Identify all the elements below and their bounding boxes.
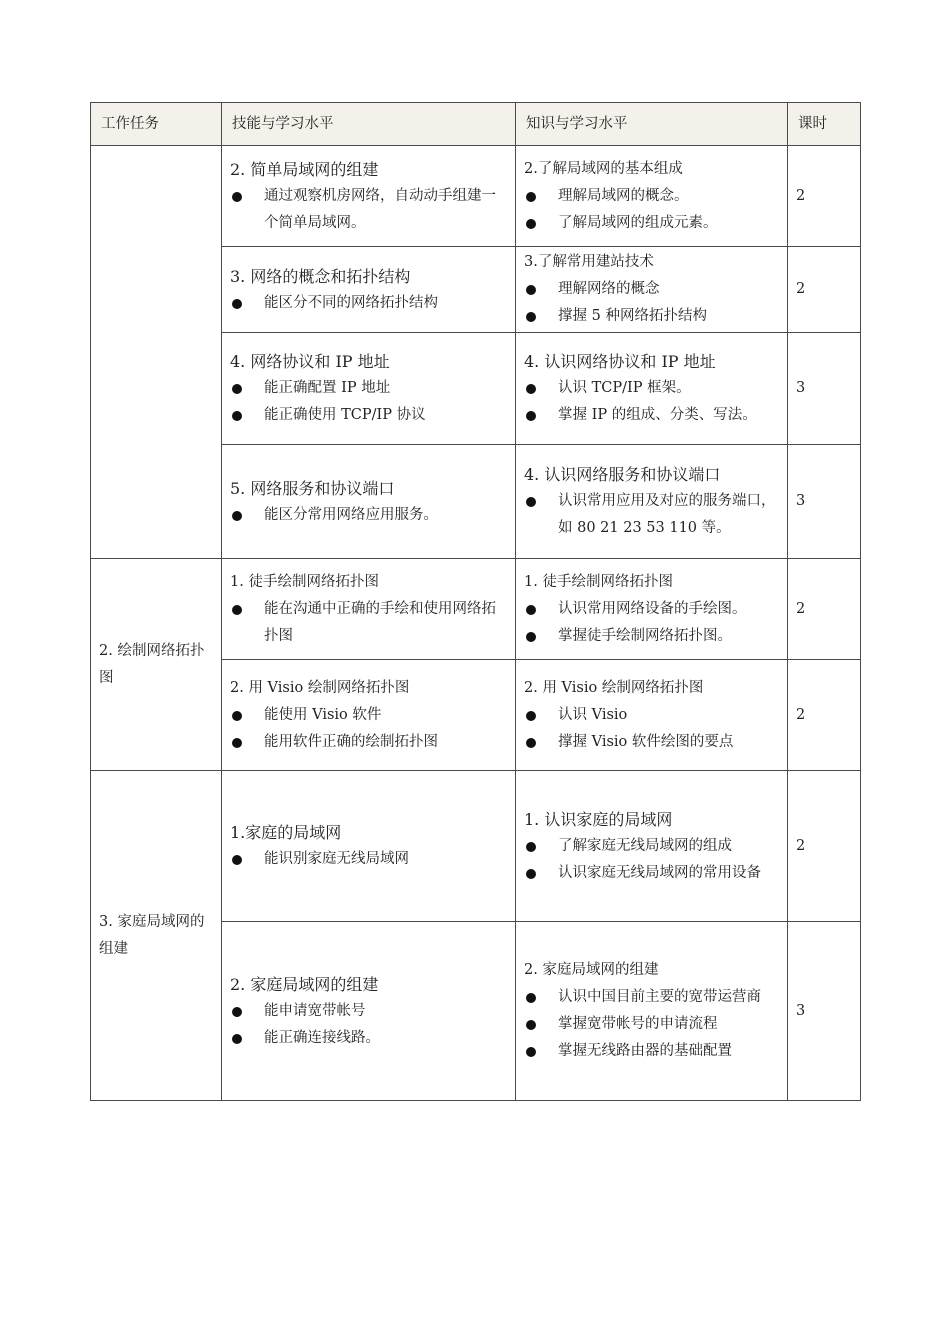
knowledge-bullet-list: [524, 702, 779, 756]
knowledge-item-text: 理解网络的概念: [558, 281, 660, 297]
knowledge-heading: 3.了解常用建站技术: [524, 254, 654, 270]
list-item: [524, 984, 779, 1011]
skill-item-text: 能用软件正确的绘制拓扑图: [264, 733, 438, 750]
bullet-dot-icon: [526, 312, 536, 322]
skill-cell: [222, 247, 516, 333]
skill-heading: 2. 用 Visio 绘制网络拓扑图: [230, 679, 410, 696]
list-item: [524, 375, 779, 402]
skill-cell: [222, 333, 516, 445]
hours-cell: 2: [788, 771, 861, 922]
list-item: [230, 290, 507, 317]
skill-item-text: 能识别家庭无线局域网: [264, 851, 409, 867]
skill-item-text: 能在沟通中正确的手绘和使用网络拓扑图: [264, 600, 496, 644]
bullet-dot-icon: [526, 738, 536, 748]
list-item: [524, 210, 779, 237]
skill-heading: 4. 网络协议和 IP 地址: [230, 352, 390, 371]
header-skills: 技能与学习水平: [222, 103, 516, 146]
bullet-dot-icon: [232, 855, 242, 865]
table-row: [91, 771, 861, 922]
bullet-dot-icon: [232, 1007, 242, 1017]
bullet-dot-icon: [526, 605, 536, 615]
list-item: [230, 846, 507, 873]
knowledge-item-text: 认识常用应用及对应的服务端口，如 80 21 23 53 110 等。: [558, 493, 776, 536]
header-knowledge: 知识与学习水平: [516, 103, 788, 146]
skill-cell: [222, 146, 516, 247]
knowledge-item-text: 认识 Visio: [558, 706, 628, 723]
skill-item-text: 能正确连接线路。: [264, 1029, 380, 1046]
bullet-dot-icon: [526, 219, 536, 229]
bullet-dot-icon: [526, 411, 536, 421]
bullet-dot-icon: [232, 711, 242, 721]
table-row: [91, 559, 861, 660]
list-item: [524, 488, 779, 542]
bullet-dot-icon: [232, 511, 242, 521]
skill-heading: 2. 家庭局域网的组建: [230, 974, 379, 994]
knowledge-heading: 1. 认识家庭的局域网: [524, 809, 673, 829]
list-item: [524, 729, 779, 756]
knowledge-cell: [516, 559, 788, 660]
hours-cell: 2: [788, 146, 861, 247]
knowledge-heading: 2. 家庭局域网的组建: [524, 962, 659, 978]
bullet-dot-icon: [526, 497, 536, 507]
header-hours: 课时: [788, 103, 861, 146]
hours-cell: 3: [788, 333, 861, 445]
knowledge-cell: [516, 247, 788, 333]
list-item: [230, 596, 507, 650]
list-item: [524, 702, 779, 729]
skill-bullet-list: [230, 183, 507, 237]
skill-bullet-list: [230, 998, 507, 1052]
knowledge-bullet-list: [524, 488, 779, 542]
knowledge-heading: 2.了解局域网的基本组成: [524, 160, 683, 177]
skill-heading: 3. 网络的概念和拓扑结构: [230, 266, 411, 286]
knowledge-heading: 4. 认识网络协议和 IP 地址: [524, 352, 716, 371]
skill-cell: [222, 922, 516, 1101]
bullet-dot-icon: [232, 299, 242, 309]
knowledge-item-text: 掌握 IP 的组成、分类、写法。: [558, 407, 757, 423]
skill-heading: 5. 网络服务和协议端口: [230, 478, 395, 498]
hours-cell: 3: [788, 445, 861, 559]
bullet-dot-icon: [232, 738, 242, 748]
skill-cell: [222, 559, 516, 660]
list-item: [524, 833, 779, 860]
list-item: [230, 375, 507, 402]
knowledge-bullet-list: [524, 596, 779, 650]
skill-bullet-list: [230, 846, 507, 873]
list-item: [230, 702, 507, 729]
skill-cell: [222, 445, 516, 559]
knowledge-item-text: 认识家庭无线局域网的常用设备: [558, 864, 761, 881]
bullet-dot-icon: [232, 605, 242, 615]
list-item: [230, 402, 507, 429]
knowledge-cell: [516, 771, 788, 922]
skill-item-text: 能申请宽带帐号: [264, 1002, 366, 1019]
list-item: [230, 998, 507, 1025]
task-cell: 2. 绘制网络拓扑图: [91, 559, 222, 771]
knowledge-item-text: 认识 TCP/IP 框架。: [558, 380, 691, 396]
knowledge-bullet-list: [524, 375, 779, 429]
skill-item-text: 能正确使用 TCP/IP 协议: [264, 407, 426, 423]
knowledge-item-text: 认识常用网络设备的手绘图。: [558, 600, 747, 617]
bullet-dot-icon: [526, 192, 536, 202]
hours-cell: 3: [788, 922, 861, 1101]
curriculum-table: [90, 102, 861, 1101]
skill-item-text: 能正确配置 IP 地址: [264, 380, 391, 396]
knowledge-cell: [516, 660, 788, 771]
list-item: [230, 1025, 507, 1052]
bullet-dot-icon: [526, 1020, 536, 1030]
knowledge-cell: [516, 445, 788, 559]
list-item: [230, 183, 507, 237]
skill-item-text: 能区分常用网络应用服务。: [264, 506, 438, 523]
bullet-dot-icon: [232, 1034, 242, 1044]
skill-bullet-list: [230, 502, 507, 529]
bullet-dot-icon: [232, 192, 242, 202]
skill-cell: [222, 771, 516, 922]
skill-bullet-list: [230, 290, 507, 317]
knowledge-bullet-list: [524, 984, 779, 1065]
knowledge-cell: [516, 146, 788, 247]
knowledge-item-text: 认识中国目前主要的宽带运营商: [558, 989, 761, 1005]
bullet-dot-icon: [526, 993, 536, 1003]
bullet-dot-icon: [526, 842, 536, 852]
bullet-dot-icon: [526, 632, 536, 642]
knowledge-bullet-list: [524, 276, 779, 330]
knowledge-cell: [516, 922, 788, 1101]
list-item: [524, 1038, 779, 1065]
bullet-dot-icon: [526, 285, 536, 295]
header-row: [91, 103, 861, 146]
task-cell: 3. 家庭局域网的组建: [91, 771, 222, 1101]
header-task: 工作任务: [91, 103, 222, 146]
knowledge-item-text: 了解局域网的组成元素。: [558, 214, 718, 231]
skill-bullet-list: [230, 702, 507, 756]
bullet-dot-icon: [526, 1047, 536, 1057]
skill-heading: 1. 徒手绘制网络拓扑图: [230, 573, 379, 590]
list-item: [524, 596, 779, 623]
skill-item-text: 通过观察机房网络，自动动手组建一个简单局域网。: [264, 187, 496, 231]
knowledge-bullet-list: [524, 833, 779, 887]
knowledge-item-text: 掌握徒手绘制网络拓扑图。: [558, 627, 732, 644]
knowledge-bullet-list: [524, 183, 779, 237]
knowledge-item-text: 掌握无线路由器的基础配置: [558, 1043, 732, 1059]
skill-cell: [222, 660, 516, 771]
list-item: [524, 402, 779, 429]
list-item: [230, 729, 507, 756]
skill-bullet-list: [230, 596, 507, 650]
skill-heading: 2. 简单局域网的组建: [230, 159, 379, 179]
hours-cell: 2: [788, 247, 861, 333]
knowledge-item-text: 理解局域网的概念。: [558, 187, 689, 204]
knowledge-cell: [516, 333, 788, 445]
bullet-dot-icon: [526, 869, 536, 879]
hours-cell: 2: [788, 559, 861, 660]
knowledge-item-text: 撑握 Visio 软件绘图的要点: [558, 733, 734, 750]
list-item: [524, 303, 779, 330]
list-item: [230, 502, 507, 529]
table-row: [91, 146, 861, 247]
skill-heading: 1.家庭的局域网: [230, 823, 342, 842]
bullet-dot-icon: [232, 411, 242, 421]
knowledge-heading: 1. 徒手绘制网络拓扑图: [524, 573, 673, 590]
knowledge-heading: 4. 认识网络服务和协议端口: [524, 465, 721, 484]
task-cell: [91, 146, 222, 559]
skill-bullet-list: [230, 375, 507, 429]
knowledge-item-text: 掌握宽带帐号的申请流程: [558, 1016, 718, 1032]
knowledge-item-text: 撑握 5 种网络拓扑结构: [558, 308, 707, 324]
bullet-dot-icon: [232, 384, 242, 394]
list-item: [524, 1011, 779, 1038]
list-item: [524, 183, 779, 210]
bullet-dot-icon: [526, 384, 536, 394]
skill-item-text: 能区分不同的网络拓扑结构: [264, 294, 438, 311]
bullet-dot-icon: [526, 711, 536, 721]
list-item: [524, 276, 779, 303]
list-item: [524, 860, 779, 887]
knowledge-item-text: 了解家庭无线局域网的组成: [558, 837, 732, 854]
knowledge-heading: 2. 用 Visio 绘制网络拓扑图: [524, 679, 704, 696]
skill-item-text: 能使用 Visio 软件: [264, 706, 382, 723]
hours-cell: 2: [788, 660, 861, 771]
list-item: [524, 623, 779, 650]
